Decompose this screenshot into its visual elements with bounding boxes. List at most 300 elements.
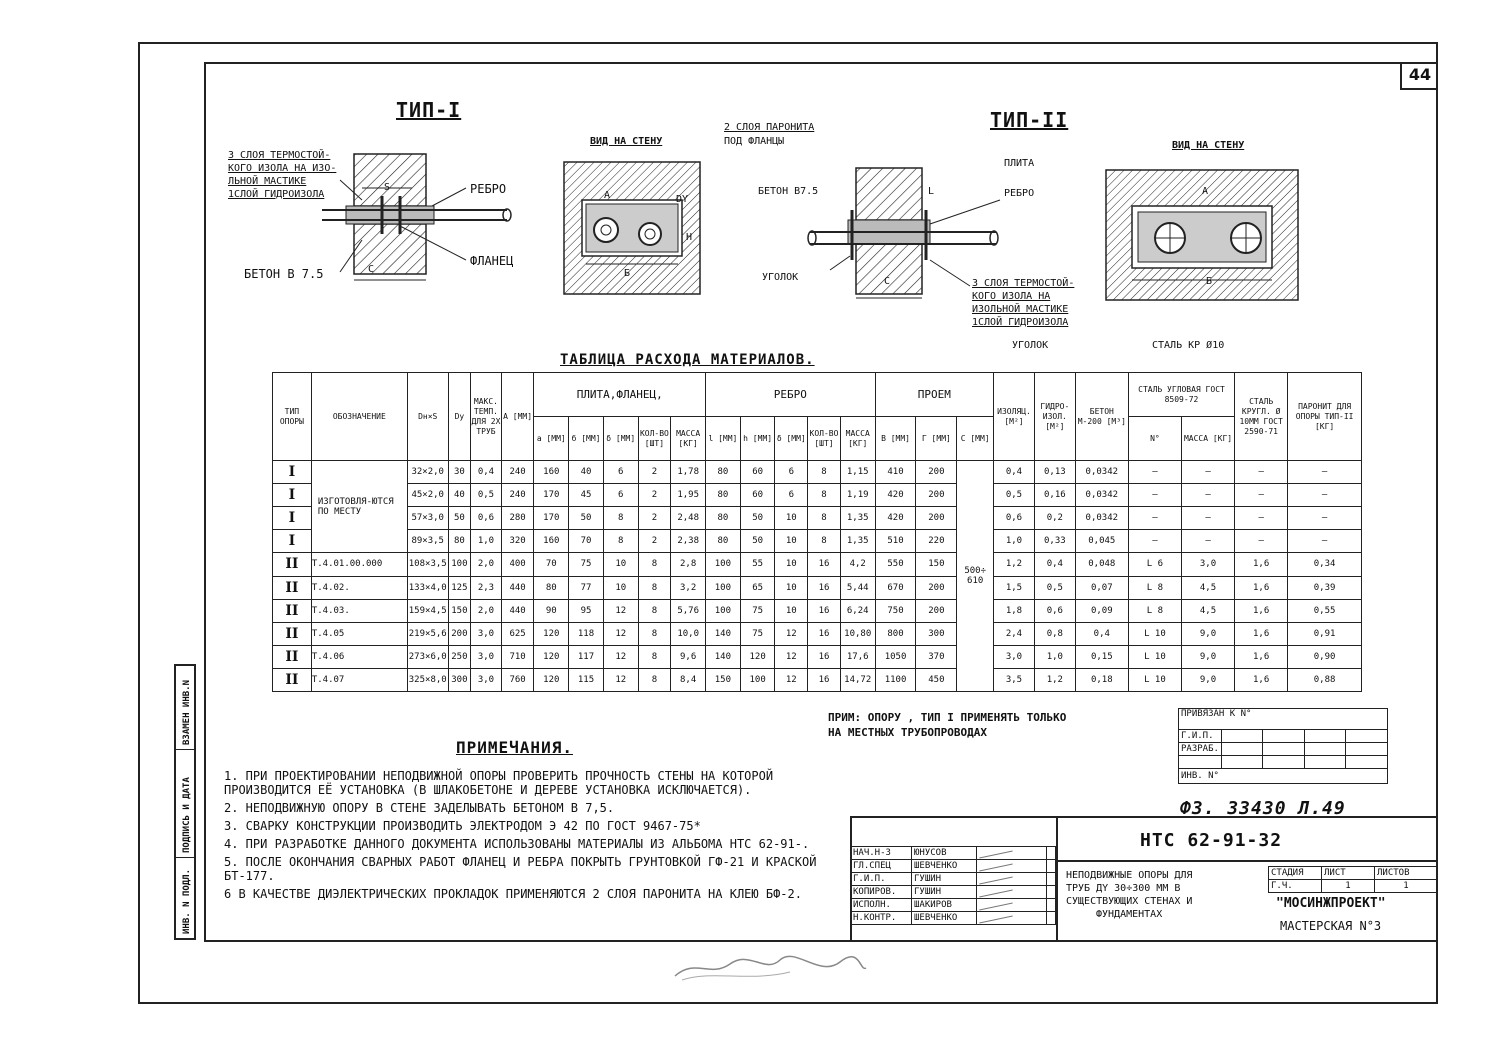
ob-cell: 410 (875, 461, 916, 484)
sheets-value: 1 (1375, 880, 1438, 893)
rn-cell: 16 (808, 622, 841, 645)
rl-cell: 150 (706, 668, 741, 691)
th-open-b: В [ММ] (875, 417, 916, 461)
rl-cell: 100 (706, 553, 741, 576)
am-cell: 9,0 (1181, 622, 1234, 645)
am-cell: 9,0 (1181, 645, 1234, 668)
rh-cell: 60 (740, 484, 775, 507)
binding-box (1178, 708, 1388, 784)
th-rib: РЕБРО (706, 373, 876, 417)
a-cell: 400 (501, 553, 534, 576)
signature-date (1047, 899, 1056, 912)
pa-cell: 170 (534, 507, 569, 530)
pa-cell: 120 (534, 622, 569, 645)
ins-cell: 0,5 (994, 484, 1035, 507)
a-cell: 440 (501, 576, 534, 599)
rm-cell: 17,6 (840, 645, 875, 668)
con-cell: 0,0342 (1075, 484, 1128, 507)
dn-cell: 57×3,0 (407, 507, 448, 530)
hyd-cell: 0,13 (1034, 461, 1075, 484)
type-cell: I (273, 484, 312, 507)
rd-cell: 12 (775, 622, 808, 645)
th-angle-no: N° (1128, 417, 1181, 461)
sheet-header: ЛИСТ (1322, 867, 1375, 880)
sidebar-sign-cell (176, 750, 196, 858)
ob-cell: 750 (875, 599, 916, 622)
am-cell: — (1181, 484, 1234, 507)
og-cell: 200 (916, 599, 957, 622)
note-3: 3. СВАРКУ КОНСТРУКЦИИ ПРОИЗВОДИТЬ ЭЛЕКТРОДОМ Э 42 ПО ГОСТ 9467-75* (224, 819, 701, 833)
type2-insul-label-3: ИЗОЛЬНОЙ МАСТИКЕ (972, 304, 1069, 315)
table-row (273, 668, 1362, 691)
con-cell: 0,15 (1075, 645, 1128, 668)
th-steel-round: СТАЛЬ КРУГЛ. Ø 10ММ ГОСТ 2590-71 (1235, 373, 1288, 461)
th-a: А [ММ] (501, 373, 534, 461)
t-cell: 0,4 (471, 461, 502, 484)
con-cell: 0,4 (1075, 622, 1128, 645)
rs-cell: — (1235, 461, 1288, 484)
rd-cell: 10 (775, 507, 808, 530)
a-cell: 760 (501, 668, 534, 691)
pb-cell: 115 (569, 668, 604, 691)
signature-role: Г.И.П. (851, 873, 912, 886)
type2-dim-c: C (884, 276, 891, 287)
par-cell: 0,34 (1288, 553, 1362, 576)
stage-header: СТАДИЯ (1269, 867, 1322, 880)
signature-name: ШАКИРОВ (912, 899, 977, 912)
th-rib-h: h [ММ] (740, 417, 775, 461)
note-4: 4. ПРИ РАЗРАБОТКЕ ДАННОГО ДОКУМЕНТА ИСПОЛЬЗОВАНЫ МАТЕРИАЛЫ ИЗ АЛЬБОМА НТС 62-91-. (224, 837, 810, 851)
pn-cell: 2 (638, 530, 671, 553)
th-concrete: БЕТОН М-200 [М³] (1075, 373, 1128, 461)
signature-row (851, 899, 1056, 912)
con-cell: 0,09 (1075, 599, 1128, 622)
notes-title: ПРИМЕЧАНИЯ. (456, 738, 573, 757)
dn-cell: 219×5,6 (407, 622, 448, 645)
signatures-table (850, 846, 1056, 925)
table-row (273, 484, 1362, 507)
th-insul: ИЗОЛЯЦ. [М²] (994, 373, 1035, 461)
type2-steel-label: СТАЛЬ КР Ø10 (1152, 340, 1225, 351)
rm-cell: 10,80 (840, 622, 875, 645)
par-cell: 0,91 (1288, 622, 1362, 645)
type1-insul-label-1: 3 СЛОЯ ТЕРМОСТОЙ- (228, 150, 331, 161)
pm-cell: 2,48 (671, 507, 706, 530)
rn-cell: 16 (808, 576, 841, 599)
pm-cell: 8,4 (671, 668, 706, 691)
sidebar-inv-cell (176, 858, 196, 938)
t-cell: 2,0 (471, 599, 502, 622)
table-row (273, 507, 1362, 530)
pn-cell: 2 (638, 507, 671, 530)
type-cell: I (273, 461, 312, 484)
dn-cell: 159×4,5 (407, 599, 448, 622)
th-steel-angle: СТАЛЬ УГЛОВАЯ ГОСТ 8509-72 (1128, 373, 1234, 417)
pb-cell: 70 (569, 530, 604, 553)
rs-cell: — (1235, 530, 1288, 553)
pd-cell: 8 (603, 507, 638, 530)
am-cell: 9,0 (1181, 668, 1234, 691)
og-cell: 200 (916, 576, 957, 599)
opening-c-merged-cell: 500÷ 610 (957, 461, 994, 692)
bottom-handwritten-signature (670, 948, 870, 988)
pb-cell: 117 (569, 645, 604, 668)
rn-cell: 8 (808, 484, 841, 507)
pa-cell: 80 (534, 576, 569, 599)
signature-role: НАЧ.Н-3 (851, 847, 912, 860)
pm-cell: 2,8 (671, 553, 706, 576)
th-open-c: С [ММ] (957, 417, 994, 461)
con-cell: 0,0342 (1075, 461, 1128, 484)
rn-cell: 16 (808, 668, 841, 691)
pm-cell: 3,2 (671, 576, 706, 599)
rd-cell: 6 (775, 484, 808, 507)
pd-cell: 12 (603, 622, 638, 645)
pd-cell: 12 (603, 599, 638, 622)
hyd-cell: 0,33 (1034, 530, 1075, 553)
type1-rib-label: РЕБРО (470, 182, 507, 196)
an-cell: L 8 (1128, 599, 1181, 622)
table-row (273, 576, 1362, 599)
ins-cell: 1,8 (994, 599, 1035, 622)
pa-cell: 160 (534, 530, 569, 553)
signature-role: КОПИРОВ. (851, 886, 912, 899)
pb-cell: 95 (569, 599, 604, 622)
pm-cell: 1,95 (671, 484, 706, 507)
signature-date (1047, 886, 1056, 899)
ob-cell: 800 (875, 622, 916, 645)
th-paronite: ПАРОНИТ ДЛЯ ОПОРЫ ТИП-II [КГ] (1288, 373, 1362, 461)
signature-name: ШЕВЧЕНКО (912, 860, 977, 873)
stage-table (1268, 866, 1438, 893)
signature-name: ГУШИН (912, 886, 977, 899)
pd-cell: 12 (603, 668, 638, 691)
am-cell: 4,5 (1181, 599, 1234, 622)
am-cell: — (1181, 530, 1234, 553)
rd-cell: 10 (775, 553, 808, 576)
rm-cell: 4,2 (840, 553, 875, 576)
pn-cell: 8 (638, 668, 671, 691)
remark-line-1: ПРИМ: ОПОРУ , ТИП I ПРИМЕНЯТЬ ТОЛЬКО (828, 711, 1067, 724)
pa-cell: 70 (534, 553, 569, 576)
table-row (273, 622, 1362, 645)
dy-cell: 200 (448, 622, 470, 645)
og-cell: 220 (916, 530, 957, 553)
type1-flange-label: ФЛАНЕЦ (470, 254, 514, 268)
type1-dim-a: А (604, 190, 611, 201)
rn-cell: 8 (808, 507, 841, 530)
t-cell: 0,6 (471, 507, 502, 530)
rh-cell: 60 (740, 461, 775, 484)
type1-dim-c: C (368, 264, 375, 275)
ins-cell: 2,4 (994, 622, 1035, 645)
pd-cell: 10 (603, 553, 638, 576)
rd-cell: 12 (775, 645, 808, 668)
a-cell: 440 (501, 599, 534, 622)
table-row (273, 645, 1362, 668)
materials-table-body (273, 461, 1362, 692)
dy-cell: 100 (448, 553, 470, 576)
dy-cell: 40 (448, 484, 470, 507)
rl-cell: 140 (706, 622, 741, 645)
table-row (273, 530, 1362, 553)
note-5: 5. ПОСЛЕ ОКОНЧАНИЯ СВАРНЫХ РАБОТ ФЛАНЕЦ И РЕБРА ПОКРЫТЬ ГРУНТОВКОЙ ГФ-21 И КРАСКОЙ БТ-177. (224, 855, 817, 883)
ins-cell: 0,4 (994, 461, 1035, 484)
pa-cell: 170 (534, 484, 569, 507)
type2-insul-label-1: 3 СЛОЯ ТЕРМОСТОЙ- (972, 278, 1075, 289)
title-block-hline (1056, 860, 1438, 862)
rs-cell: — (1235, 484, 1288, 507)
type2-insul-label-4: 1СЛОЙ ГИДРОИЗОЛА (972, 317, 1069, 328)
rd-cell: 6 (775, 461, 808, 484)
pd-cell: 6 (603, 461, 638, 484)
type2-wall-view-drawing (1104, 156, 1304, 306)
rn-cell: 8 (808, 530, 841, 553)
org-name: "МОСИНЖПРОЕКТ" (1276, 896, 1386, 911)
sidebar-inv-no: ИНВ. N ПОДЛ. (182, 868, 192, 934)
t-cell: 0,5 (471, 484, 502, 507)
signature-row (851, 873, 1056, 886)
dy-cell: 150 (448, 599, 470, 622)
pa-cell: 120 (534, 645, 569, 668)
rm-cell: 1,35 (840, 507, 875, 530)
th-dn: Dн×S (407, 373, 448, 461)
type2-title: ТИП-II (990, 108, 1069, 132)
rn-cell: 16 (808, 599, 841, 622)
dn-cell: 133×4,0 (407, 576, 448, 599)
type-cell: II (273, 576, 312, 599)
binding-inv: ИНВ. N° (1179, 769, 1388, 784)
hyd-cell: 1,2 (1034, 668, 1075, 691)
par-cell: — (1288, 484, 1362, 507)
ob-cell: 510 (875, 530, 916, 553)
type2-concrete-label: БЕТОН В7.5 (758, 186, 819, 197)
a-cell: 320 (501, 530, 534, 553)
par-cell: 0,90 (1288, 645, 1362, 668)
type-cell: II (273, 668, 312, 691)
an-cell: L 10 (1128, 645, 1181, 668)
a-cell: 625 (501, 622, 534, 645)
materials-table (272, 372, 1362, 692)
am-cell: 3,0 (1181, 553, 1234, 576)
pa-cell: 90 (534, 599, 569, 622)
pn-cell: 8 (638, 645, 671, 668)
type1-dim-h: H (686, 232, 693, 243)
stamp-desc-3: СУЩЕСТВУЮЩИХ СТЕНАХ И (1066, 896, 1193, 907)
sidebar-replace: ВЗАМЕН ИНВ.N (182, 679, 192, 745)
rh-cell: 100 (740, 668, 775, 691)
hyd-cell: 0,2 (1034, 507, 1075, 530)
sidebar-sign-date: ПОДПИСЬ И ДАТА (182, 777, 192, 853)
an-cell: L 6 (1128, 553, 1181, 576)
type1-dim-s: S (384, 182, 391, 193)
dn-cell: 325×8,0 (407, 668, 448, 691)
signature-mark (977, 886, 1047, 899)
th-opening: ПРОЕМ (875, 373, 993, 417)
pd-cell: 6 (603, 484, 638, 507)
pn-cell: 8 (638, 599, 671, 622)
type2-dim-a: А (1202, 186, 1209, 197)
type1-insul-label-3: ЛЬНОЙ МАСТИКЕ (228, 176, 307, 187)
og-cell: 370 (916, 645, 957, 668)
rs-cell: 1,6 (1235, 668, 1288, 691)
an-cell: L 10 (1128, 622, 1181, 645)
pm-cell: 9,6 (671, 645, 706, 668)
ob-cell: 670 (875, 576, 916, 599)
par-cell: — (1288, 507, 1362, 530)
hyd-cell: 0,4 (1034, 553, 1075, 576)
og-cell: 150 (916, 553, 957, 576)
th-max-temp: МАКС. ТЕМП. ДЛЯ 2Х ТРУБ (471, 373, 502, 461)
rh-cell: 55 (740, 553, 775, 576)
hyd-cell: 1,0 (1034, 645, 1075, 668)
th-dy: Dу (448, 373, 470, 461)
an-cell: L 10 (1128, 668, 1181, 691)
hyd-cell: 0,5 (1034, 576, 1075, 599)
ob-cell: 420 (875, 484, 916, 507)
signature-row (851, 912, 1056, 925)
dy-cell: 80 (448, 530, 470, 553)
designation-cell: Т.4.03. (311, 599, 407, 622)
signature-mark (977, 899, 1047, 912)
th-open-g: Г [ММ] (916, 417, 957, 461)
ins-cell: 0,6 (994, 507, 1035, 530)
rs-cell: 1,6 (1235, 576, 1288, 599)
note-1: 1. ПРИ ПРОЕКТИРОВАНИИ НЕПОДВИЖНОЙ ОПОРЫ ПРОВЕРИТЬ ПРОЧНОСТЬ СТЕНЫ НА КОТОРОЙ ПРОИЗВОДИТСЯ ЕЁ УСТАНОВКА (В ШЛАКОБЕТОНЕ И ДЕРЕВЕ УСТАНОВКА ИСКЛЮЧАЕТСЯ). (224, 769, 774, 797)
pm-cell: 2,38 (671, 530, 706, 553)
ins-cell: 1,5 (994, 576, 1035, 599)
org-workshop: МАСТЕРСКАЯ N°3 (1280, 919, 1382, 933)
t-cell: 3,0 (471, 622, 502, 645)
type1-dim-dy: DY (676, 194, 689, 205)
rl-cell: 100 (706, 599, 741, 622)
type1-concrete-label: БЕТОН В 7.5 (244, 267, 324, 281)
rl-cell: 80 (706, 461, 741, 484)
pn-cell: 8 (638, 622, 671, 645)
rs-cell: 1,6 (1235, 645, 1288, 668)
stamp-desc-2: ТРУБ ДY 30÷300 ММ В (1066, 883, 1181, 894)
con-cell: 0,0342 (1075, 507, 1128, 530)
th-designation: ОБОЗНАЧЕНИЕ (311, 373, 407, 461)
ob-cell: 1050 (875, 645, 916, 668)
rl-cell: 100 (706, 576, 741, 599)
ob-cell: 420 (875, 507, 916, 530)
pd-cell: 8 (603, 530, 638, 553)
par-cell: — (1288, 530, 1362, 553)
con-cell: 0,18 (1075, 668, 1128, 691)
pa-cell: 160 (534, 461, 569, 484)
a-cell: 280 (501, 507, 534, 530)
dy-cell: 125 (448, 576, 470, 599)
type2-angle-label: УГОЛОК (762, 272, 799, 283)
rs-cell: — (1235, 507, 1288, 530)
pm-cell: 10,0 (671, 622, 706, 645)
rd-cell: 12 (775, 668, 808, 691)
rd-cell: 10 (775, 530, 808, 553)
th-plate-n: КОЛ-ВО [ШТ] (638, 417, 671, 461)
th-rib-m: МАССА [КГ] (840, 417, 875, 461)
th-plate-a: a [ММ] (534, 417, 569, 461)
binding-title: ПРИВЯЗАН К N° (1179, 709, 1388, 730)
stamp-desc-4: ФУНДАМЕНТАХ (1096, 909, 1163, 920)
type-cell: I (273, 507, 312, 530)
th-angle-mass: МАССА [КГ] (1181, 417, 1234, 461)
og-cell: 450 (916, 668, 957, 691)
signature-name: ГУШИН (912, 873, 977, 886)
stage-value: Г.Ч. (1269, 880, 1322, 893)
dn-cell: 273×6,0 (407, 645, 448, 668)
note-2: 2. НЕПОДВИЖНУЮ ОПОРУ В СТЕНЕ ЗАДЕЛЫВАТЬ БЕТОНОМ В 7,5. (224, 801, 615, 815)
rd-cell: 10 (775, 599, 808, 622)
type1-insul-label-4: 1СЛОЙ ГИДРОИЗОЛА (228, 189, 325, 200)
pb-cell: 40 (569, 461, 604, 484)
th-plate-b: б [ММ] (569, 417, 604, 461)
table-row (273, 599, 1362, 622)
hyd-cell: 0,6 (1034, 599, 1075, 622)
signature-date (1047, 860, 1056, 873)
rs-cell: 1,6 (1235, 599, 1288, 622)
type2-plate-label: ПЛИТА (1004, 158, 1035, 169)
rs-cell: 1,6 (1235, 553, 1288, 576)
ins-cell: 1,2 (994, 553, 1035, 576)
pb-cell: 77 (569, 576, 604, 599)
pa-cell: 120 (534, 668, 569, 691)
archive-number: ФЗ. 33430 Л.49 (1180, 798, 1346, 819)
sheet-value: 1 (1322, 880, 1375, 893)
pm-cell: 5,76 (671, 599, 706, 622)
type2-paronite-label-1: 2 СЛОЯ ПАРОНИТА (724, 122, 815, 133)
pb-cell: 45 (569, 484, 604, 507)
designation-cell: Т.4.06 (311, 645, 407, 668)
an-cell: L 8 (1128, 576, 1181, 599)
rm-cell: 1,19 (840, 484, 875, 507)
am-cell: — (1181, 507, 1234, 530)
rl-cell: 140 (706, 645, 741, 668)
ob-cell: 1100 (875, 668, 916, 691)
og-cell: 200 (916, 461, 957, 484)
ins-cell: 1,0 (994, 530, 1035, 553)
type1-wall-view-drawing (562, 160, 722, 300)
signature-mark (977, 873, 1047, 886)
type2-dim-b: Б (1206, 276, 1213, 287)
pn-cell: 2 (638, 461, 671, 484)
signature-date (1047, 912, 1056, 925)
type1-title: ТИП-I (396, 98, 462, 122)
rl-cell: 80 (706, 507, 741, 530)
signature-row (851, 886, 1056, 899)
rh-cell: 75 (740, 622, 775, 645)
rm-cell: 1,15 (840, 461, 875, 484)
rm-cell: 5,44 (840, 576, 875, 599)
rn-cell: 16 (808, 645, 841, 668)
signature-mark (977, 847, 1047, 860)
pb-cell: 50 (569, 507, 604, 530)
remark-line-2: НА МЕСТНЫХ ТРУБОПРОВОДАХ (828, 726, 987, 739)
designation-cell: Т.4.02. (311, 576, 407, 599)
con-cell: 0,045 (1075, 530, 1128, 553)
th-hydro: ГИДРО-ИЗОЛ. [М²] (1034, 373, 1075, 461)
type2-dim-l: L (928, 186, 935, 197)
pd-cell: 12 (603, 645, 638, 668)
am-cell: 4,5 (1181, 576, 1234, 599)
type2-angle-label-2: УГОЛОК (1012, 340, 1049, 351)
pb-cell: 75 (569, 553, 604, 576)
type-cell: I (273, 530, 312, 553)
dy-cell: 30 (448, 461, 470, 484)
an-cell: — (1128, 530, 1181, 553)
rh-cell: 50 (740, 507, 775, 530)
signature-row (851, 860, 1056, 873)
